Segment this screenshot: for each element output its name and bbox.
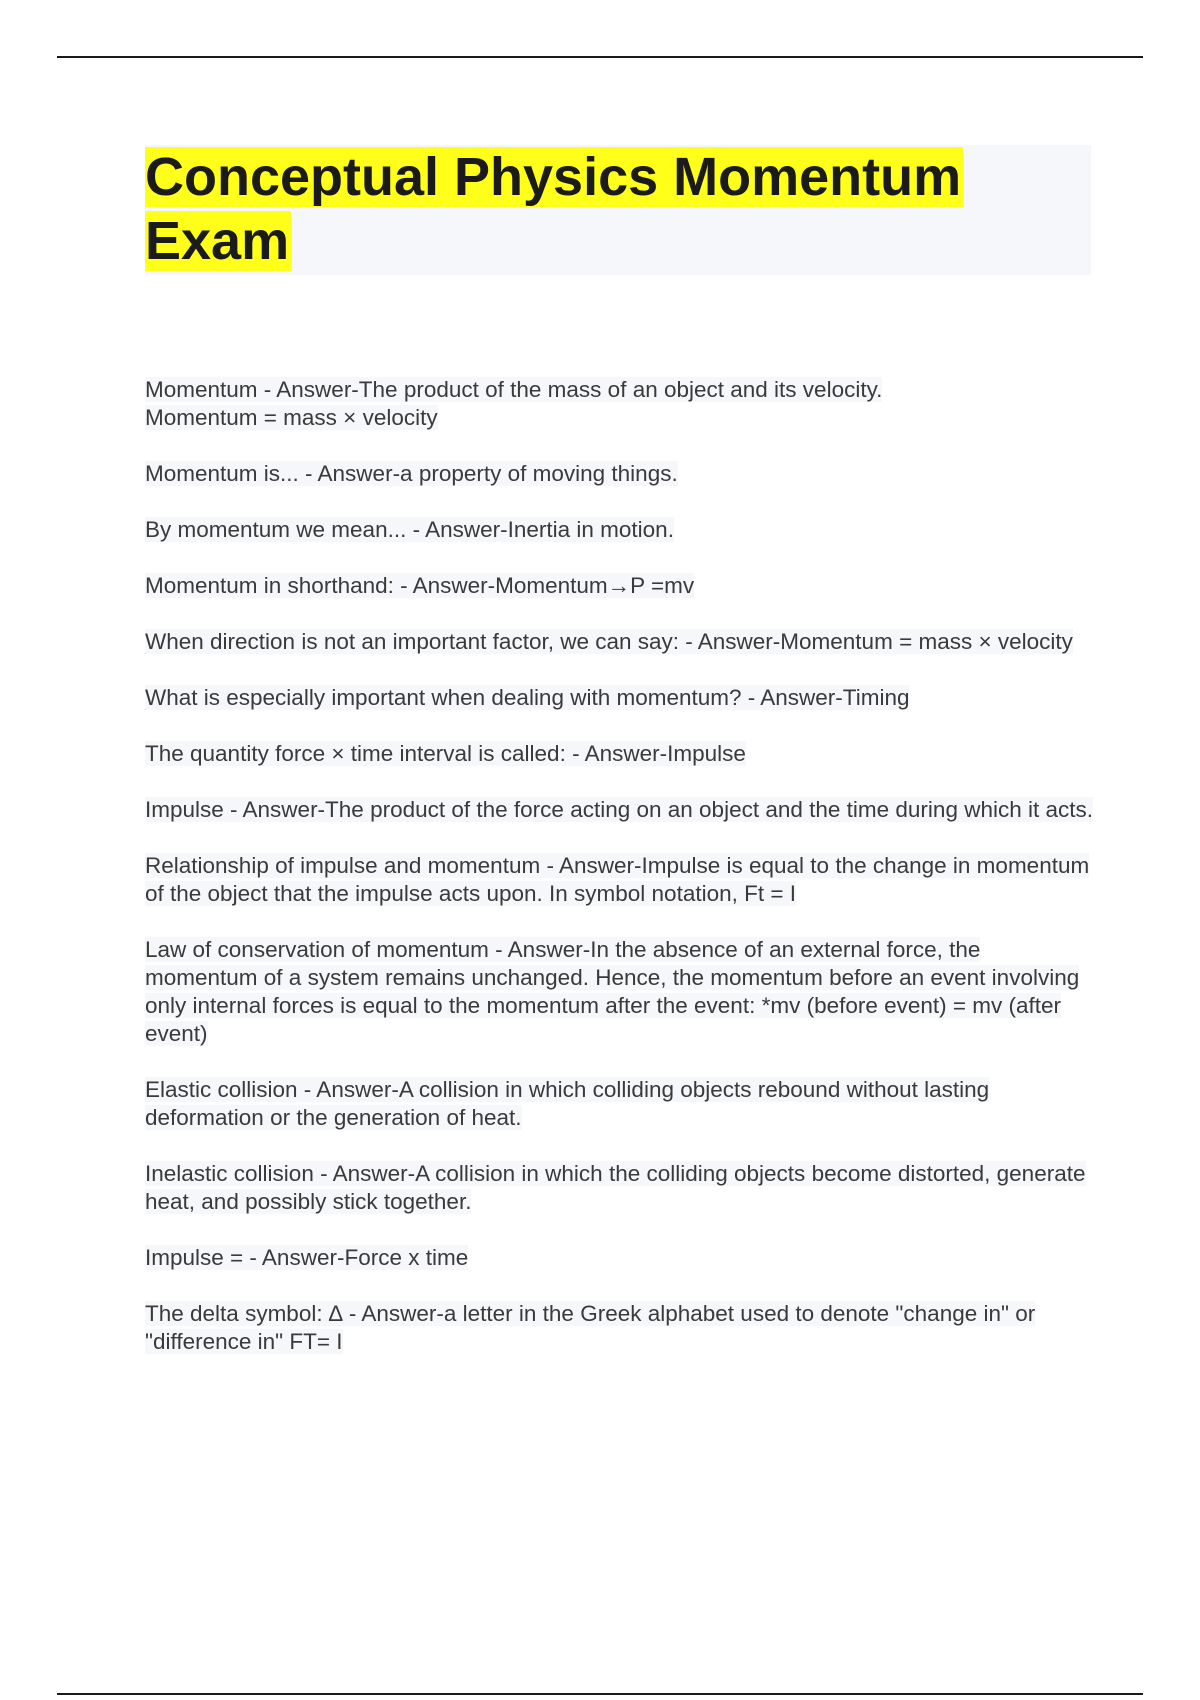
qa-text: Momentum = mass × velocity	[145, 405, 438, 430]
qa-list	[145, 376, 1095, 1384]
qa-item	[145, 1300, 1095, 1356]
top-rule	[57, 56, 1143, 58]
qa-item	[145, 684, 1095, 712]
qa-item	[145, 376, 1095, 404]
qa-item	[145, 404, 1095, 432]
qa-item	[145, 936, 1095, 1048]
qa-item	[145, 740, 1095, 768]
qa-item	[145, 572, 1095, 600]
title-block	[145, 145, 1091, 275]
qa-text: Elastic collision - Answer-A collision in which colliding objects rebound without lasting deformation or the generation of heat.	[145, 1077, 990, 1130]
qa-text: The quantity force × time interval is called: - Answer-Impulse	[145, 741, 746, 766]
qa-text: Relationship of impulse and momentum - Answer-Impulse is equal to the change in momentum of the object that the impulse acts upon. In symbol notation, Ft = I	[145, 853, 1090, 906]
qa-text: By momentum we mean... - Answer-Inertia in motion.	[145, 517, 674, 542]
qa-item	[145, 516, 1095, 544]
qa-item	[145, 1076, 1095, 1132]
qa-item	[145, 460, 1095, 488]
title-highlight: Conceptual Physics Momentum Exam	[145, 147, 962, 271]
qa-item	[145, 1160, 1095, 1216]
qa-text: Impulse - Answer-The product of the force acting on an object and the time during which it acts.	[145, 797, 1093, 822]
qa-text: What is especially important when dealing with momentum? - Answer-Timing	[145, 685, 910, 710]
qa-text: Momentum - Answer-The product of the mass of an object and its velocity.	[145, 377, 883, 402]
qa-item	[145, 852, 1095, 908]
qa-text: Momentum is... - Answer-a property of moving things.	[145, 461, 678, 486]
qa-text: The delta symbol: ∆ - Answer-a letter in the Greek alphabet used to denote "change in" or "difference in" FT= I	[145, 1301, 1036, 1354]
bottom-rule	[57, 1693, 1143, 1695]
qa-text: Impulse = - Answer-Force x time	[145, 1245, 469, 1270]
qa-item	[145, 628, 1095, 656]
qa-text: Momentum in shorthand: - Answer-Momentum→P =mv	[145, 573, 695, 598]
qa-item	[145, 796, 1095, 824]
page-title	[145, 145, 1005, 273]
qa-text: When direction is not an important factor, we can say: - Answer-Momentum = mass × velocity	[145, 629, 1073, 654]
qa-text: Law of conservation of momentum - Answer-In the absence of an external force, the momentum of a system remains unchanged. Hence, the momentum before an event involving only internal forces is equal to the momentum after the event: *mv (before event) = mv (after event)	[145, 937, 1080, 1046]
qa-text: Inelastic collision - Answer-A collision in which the colliding objects become distorted, generate heat, and possibly stick together.	[145, 1161, 1086, 1214]
qa-item	[145, 1244, 1095, 1272]
